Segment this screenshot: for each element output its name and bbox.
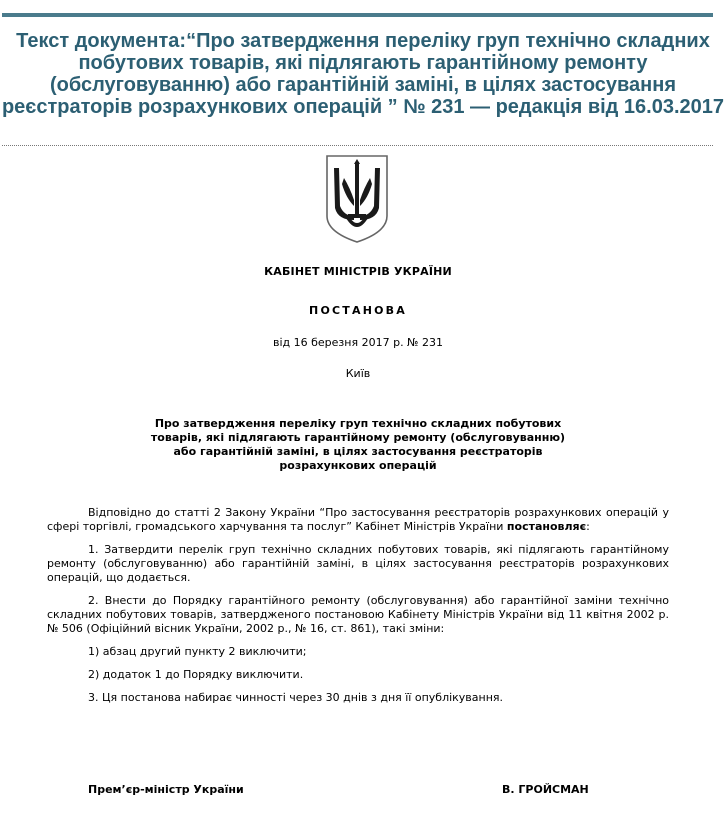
preamble-decree-word: постановляє bbox=[506, 520, 587, 533]
issuing-authority: КАБІНЕТ МІНІСТРІВ УКРАЇНИ bbox=[264, 265, 452, 278]
signature-name: В. ГРОЙСМАН bbox=[502, 783, 589, 796]
subject-line: Про затвердження переліку груп технічно складних побутових bbox=[154, 417, 562, 430]
subject-line: або гарантійній заміні, в цілях застосування реєстраторів bbox=[173, 445, 543, 458]
document-subject bbox=[0, 417, 716, 473]
body-paragraph: 2. Внести до Порядку гарантійного ремонту (обслуговування) або гарантійної заміни технічно складних побутових товарів, затвердженого постановою Кабінету Міністрів України від 11 квітня 2002 р. № 506 (Офіційний вісник України, 2002 р., № 16, ст. 861), такі зміни: bbox=[47, 594, 669, 635]
document-city: Київ bbox=[345, 367, 371, 380]
body-paragraph: 3. Ця постанова набирає чинності через 30 днів з дня її опублікування. bbox=[88, 691, 504, 704]
preamble-text: Відповідно до статті 2 Закону України “Про застосування реєстраторів розрахункових операцій у сфері торгівлі, громадського харчування та послуг” Кабінет Міністрів України bbox=[47, 506, 669, 533]
document-body bbox=[47, 506, 669, 714]
header-accent-bar bbox=[2, 13, 713, 17]
signature-title: Прем’єр-міністр України bbox=[88, 783, 244, 796]
body-paragraph: 1) абзац другий пункту 2 виключити; bbox=[88, 645, 307, 658]
trident-coat-of-arms-icon bbox=[324, 154, 390, 244]
document-date-number: від 16 березня 2017 р. № 231 bbox=[273, 336, 443, 349]
preamble-colon: : bbox=[586, 520, 590, 533]
body-paragraph: 2) додаток 1 до Порядку виключити. bbox=[88, 668, 304, 681]
body-paragraph: 1. Затвердити перелік груп технічно складних побутових товарів, які підлягають гарантійному ремонту (обслуговуванню) або гарантійній заміні, в цілях застосування реєстраторів розрахункових операцій, що додається. bbox=[47, 543, 669, 584]
preamble-paragraph bbox=[47, 506, 669, 534]
subject-line: розрахункових операцій bbox=[279, 459, 437, 472]
title-divider bbox=[2, 145, 713, 146]
page-title: Текст документа:“Про затвердження переліку груп технічно складних побутових товарів, які підлягають гарантійному ремонту (обслуговуванню) або гарантійній заміні, в цілях застосування реєстраторів розрахункових операцій ” № 231 — редакція від 16.03.2017 bbox=[1, 30, 725, 118]
subject-line: товарів, які підлягають гарантійному ремонту (обслуговуванню) bbox=[150, 431, 566, 444]
document-type: ПОСТАНОВА bbox=[309, 304, 407, 317]
